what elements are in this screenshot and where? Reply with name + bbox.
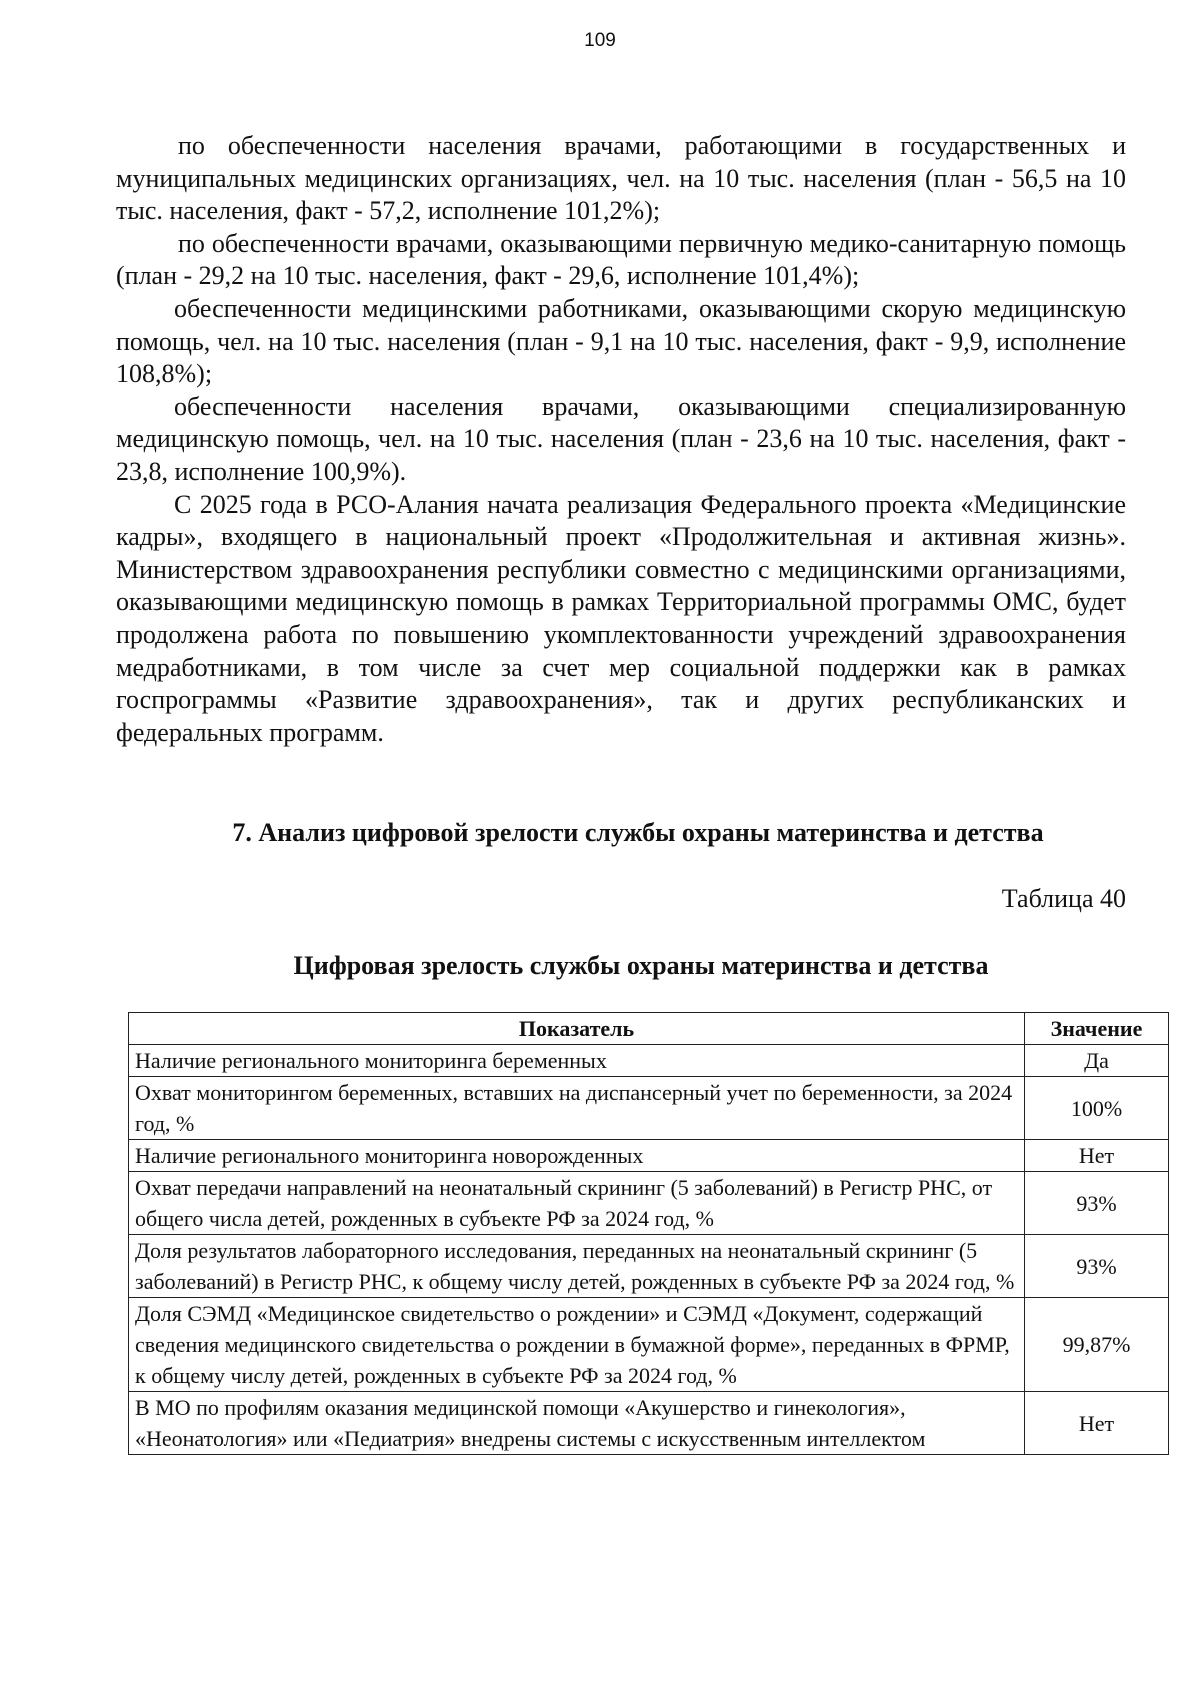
maturity-table	[128, 1012, 1169, 1455]
table-header-row	[129, 1013, 1169, 1045]
table-title: Цифровая зрелость службы охраны материнства и детства	[293, 951, 989, 980]
header-indicator: Показатель	[129, 1013, 1025, 1045]
table-row	[129, 1140, 1169, 1172]
paragraph: С 2025 года в РСО-Алания начата реализация Федерального проекта «Медицинские кадры», входящего в национальный проект «Продолжительная и активная жизнь». Министерством здравоохранения республики совместно с медицинскими организациями, оказывающими медицинскую помощь в рамках Территориальной программы ОМС, будет продолжена работа по повышению укомплектованности учреждений здравоохранения медработниками, в том числе за счет мер социальной поддержки как в рамках госпрограммы «Развитие здравоохранения», так и других республиканских и федеральных программ.	[116, 489, 1126, 747]
table-row	[129, 1045, 1169, 1077]
indicator-cell: В МО по профилям оказания медицинской помощи «Акушерство и гинекология», «Неонатология» или «Педиатрия» внедрены системы с искусственным интеллектом	[129, 1392, 1025, 1455]
table-row	[129, 1298, 1169, 1392]
indicator-cell: Наличие регионального мониторинга новорожденных	[129, 1140, 1025, 1172]
value-cell: Нет	[1025, 1140, 1169, 1172]
indicator-cell: Доля СЭМД «Медицинское свидетельство о рождении» и СЭМД «Документ, содержащий сведения медицинского свидетельства о рождении в бумажной форме», переданных в ФРМР, к общему числу детей, рожденных в субъекте РФ за 2024 год, %	[129, 1298, 1025, 1392]
value-cell: 93%	[1025, 1235, 1169, 1298]
paragraph: по обеспеченности врачами, оказывающими первичную медико-санитарную помощь (план - 29,2 на 10 тыс. населения, факт - 29,6, исполнение 101,4%);	[116, 228, 1126, 291]
indicator-cell: Доля результатов лабораторного исследования, переданных на неонатальный скрининг (5 заболеваний) в Регистр РНС, к общему числу детей, рожденных в субъекте РФ за 2024 год, %	[129, 1235, 1025, 1298]
header-value: Значение	[1025, 1013, 1169, 1045]
value-cell: 100%	[1025, 1077, 1169, 1140]
table-row	[129, 1392, 1169, 1455]
table-row	[129, 1235, 1169, 1298]
paragraph: обеспеченности медицинскими работниками, оказывающими скорую медицинскую помощь, чел. на 10 тыс. населения (план - 9,1 на 10 тыс. населения, факт - 9,9, исполнение 108,8%);	[116, 293, 1126, 389]
section-heading: 7. Анализ цифровой зрелости службы охраны материнства и детства	[232, 818, 1044, 847]
value-cell: 93%	[1025, 1172, 1169, 1235]
indicator-cell: Наличие регионального мониторинга беременных	[129, 1045, 1025, 1077]
table-number: Таблица 40	[1001, 884, 1126, 913]
table-row	[129, 1077, 1169, 1140]
value-cell: 99,87%	[1025, 1298, 1169, 1392]
page-number: 109	[584, 30, 616, 51]
indicator-cell: Охват передачи направлений на неонатальный скрининг (5 заболеваний) в Регистр РНС, от общего числа детей, рожденных в субъекте РФ за 2024 год, %	[129, 1172, 1025, 1235]
value-cell: Да	[1025, 1045, 1169, 1077]
indicator-cell: Охват мониторингом беременных, вставших на диспансерный учет по беременности, за 2024 год, %	[129, 1077, 1025, 1140]
paragraph: обеспеченности населения врачами, оказывающими специализированную медицинскую помощь, чел. на 10 тыс. населения (план - 23,6 на 10 тыс. населения, факт - 23,8, исполнение 100,9%).	[116, 391, 1126, 486]
paragraph: по обеспеченности населения врачами, работающими в государственных и муниципальных медицинских организациях, чел. на 10 тыс. населения (план - 56,5 на 10 тыс. населения, факт - 57,2, исполнение 101,2%);	[116, 131, 1126, 226]
value-cell: Нет	[1025, 1392, 1169, 1455]
body-text	[116, 130, 1126, 749]
table-row	[129, 1172, 1169, 1235]
